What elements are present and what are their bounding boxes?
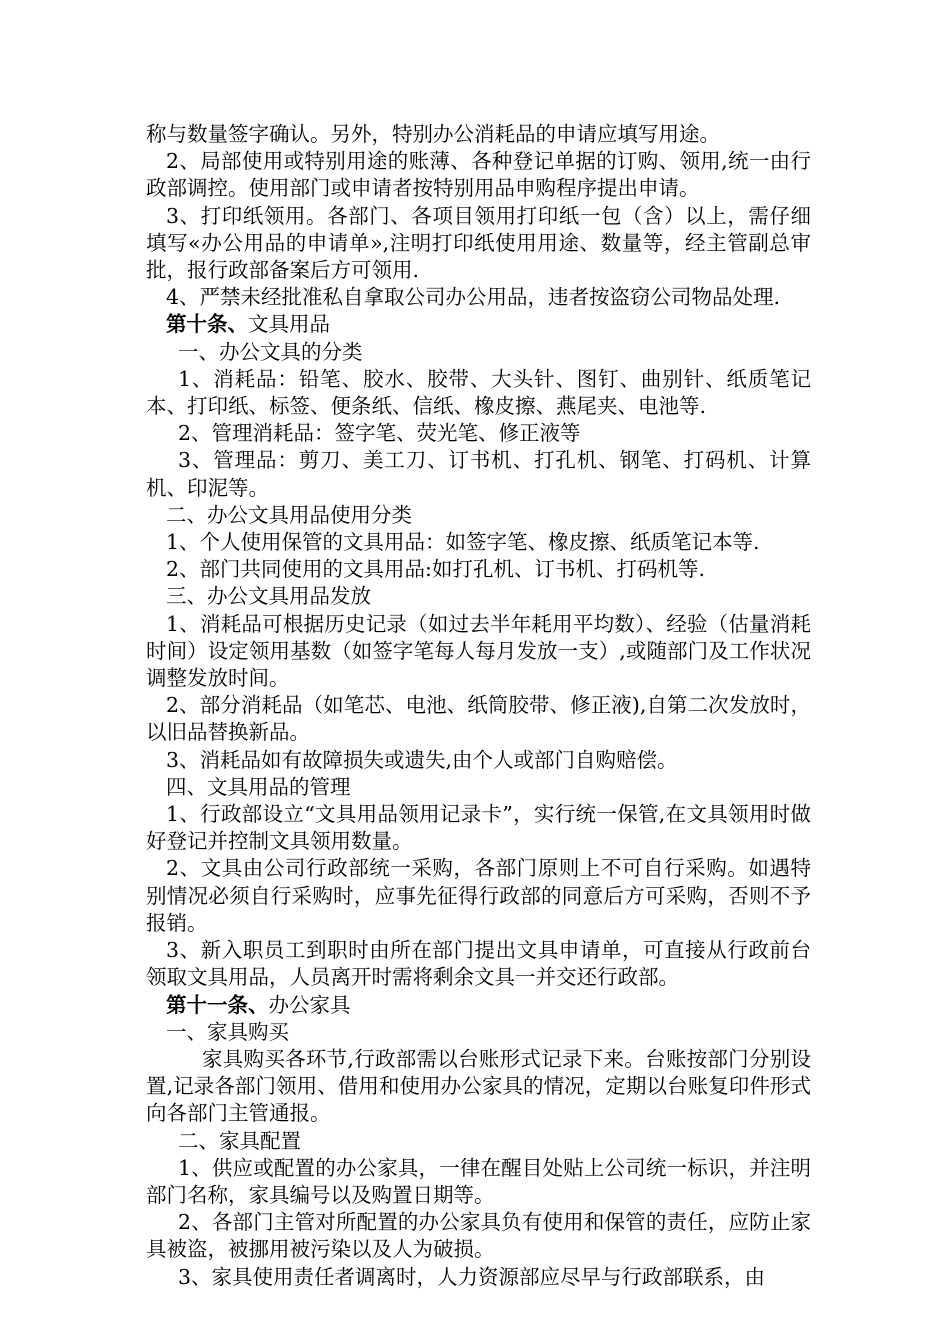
section-heading: 三、办公文具用品发放 bbox=[166, 584, 371, 609]
section-heading: 二、办公文具用品使用分类 bbox=[166, 502, 412, 527]
paragraph: 2、文具由公司行政部统一采购，各部门原则上不可自行采购。如遇特别情况必须自行采购时，应事先征得行政部的同意后方可采购，否则不予报销。 bbox=[146, 856, 811, 935]
paragraph: 1、消耗品：铅笔、胶水、胶带、大头针、图钉、曲别针、纸质笔记本、打印纸、标签、便条纸、信纸、橡皮擦、燕尾夹、电池等. bbox=[146, 366, 811, 419]
article-number: 第十条、 bbox=[166, 312, 248, 337]
paragraph: 1、供应或配置的办公家具，一律在醒目处贴上公司统一标识，并注明部门名称，家具编号以及购置日期等。 bbox=[146, 1155, 811, 1207]
article-title: 文具用品 bbox=[248, 312, 330, 337]
paragraph: 3、打印纸领用。各部门、各项目领用打印纸一包（含）以上，需仔细填写«办公用品的申请单»,注明打印纸使用用途、数量等，经主管副总审批，报行政部备案后方可领用. bbox=[146, 203, 811, 283]
article-heading bbox=[146, 311, 811, 338]
document-body bbox=[146, 121, 811, 1291]
paragraph: 称与数量签字确认。另外，特别办公消耗品的申请应填写用途。 bbox=[146, 122, 720, 146]
paragraph: 1、个人使用保管的文具用品：如签字笔、橡皮擦、纸质笔记本等. bbox=[166, 530, 760, 555]
section-heading: 二、家具配置 bbox=[178, 1128, 301, 1153]
paragraph: 4、严禁未经批准私自拿取公司办公用品，违者按盗窃公司物品处理. bbox=[166, 285, 781, 310]
article-heading bbox=[146, 992, 811, 1019]
paragraph: 3、消耗品如有故障损失或遗失,由个人或部门自购赔偿。 bbox=[166, 747, 678, 772]
paragraph: 3、新入职员工到职时由所在部门提出文具申请单，可直接从行政前台领取文具用品，人员离开时需将剩余文具一并交还行政部。 bbox=[146, 938, 811, 990]
paragraph: 2、各部门主管对所配置的办公家具负有使用和保管的责任，应防止家具被盗，被挪用被污染以及人为破损。 bbox=[146, 1210, 811, 1262]
paragraph: 2、局部使用或特别用途的账薄、各种登记单据的订购、领用,统一由行政部调控。使用部门或申请者按特别用品申购程序提出申请。 bbox=[146, 149, 811, 201]
paragraph: 2、管理消耗品：签字笔、荧光笔、修正液等 bbox=[178, 421, 581, 446]
paragraph: 3、家具使用责任者调离时，人力资源部应尽早与行政部联系，由 bbox=[178, 1264, 766, 1289]
paragraph: 3、管理品：剪刀、美工刀、订书机、打孔机、钢笔、打码机、计算机、印泥等。 bbox=[146, 448, 811, 500]
section-heading: 四、文具用品的管理 bbox=[166, 774, 351, 799]
paragraph: 1、消耗品可根据历史记录（如过去半年耗用平均数）、经验（估量消耗时间）设定领用基数（如签字笔每人每月发放一支）,或随部门及工作状况调整发放时间。 bbox=[146, 611, 811, 691]
paragraph: 家具购买各环节,行政部需以台账形式记录下来。台账按部门分别设置,记录各部门领用、借用和使用办公家具的情况，定期以台账复印件形式向各部门主管通报。 bbox=[146, 1046, 811, 1126]
section-heading: 一、办公文具的分类 bbox=[178, 339, 363, 364]
section-heading: 一、家具购买 bbox=[166, 1019, 289, 1044]
article-number: 第十一条、 bbox=[166, 992, 269, 1017]
article-title: 办公家具 bbox=[268, 992, 351, 1017]
paragraph: 2、部分消耗品（如笔芯、电池、纸筒胶带、修正液),自第二次发放时，以旧品替换新品。 bbox=[146, 693, 811, 745]
paragraph: 1、行政部设立“文具用品领用记录卡”，实行统一保管,在文具领用时做好登记并控制文具领用数量。 bbox=[146, 802, 811, 854]
paragraph: 2、部门共同使用的文具用品:如打孔机、订书机、打码机等. bbox=[166, 557, 705, 582]
